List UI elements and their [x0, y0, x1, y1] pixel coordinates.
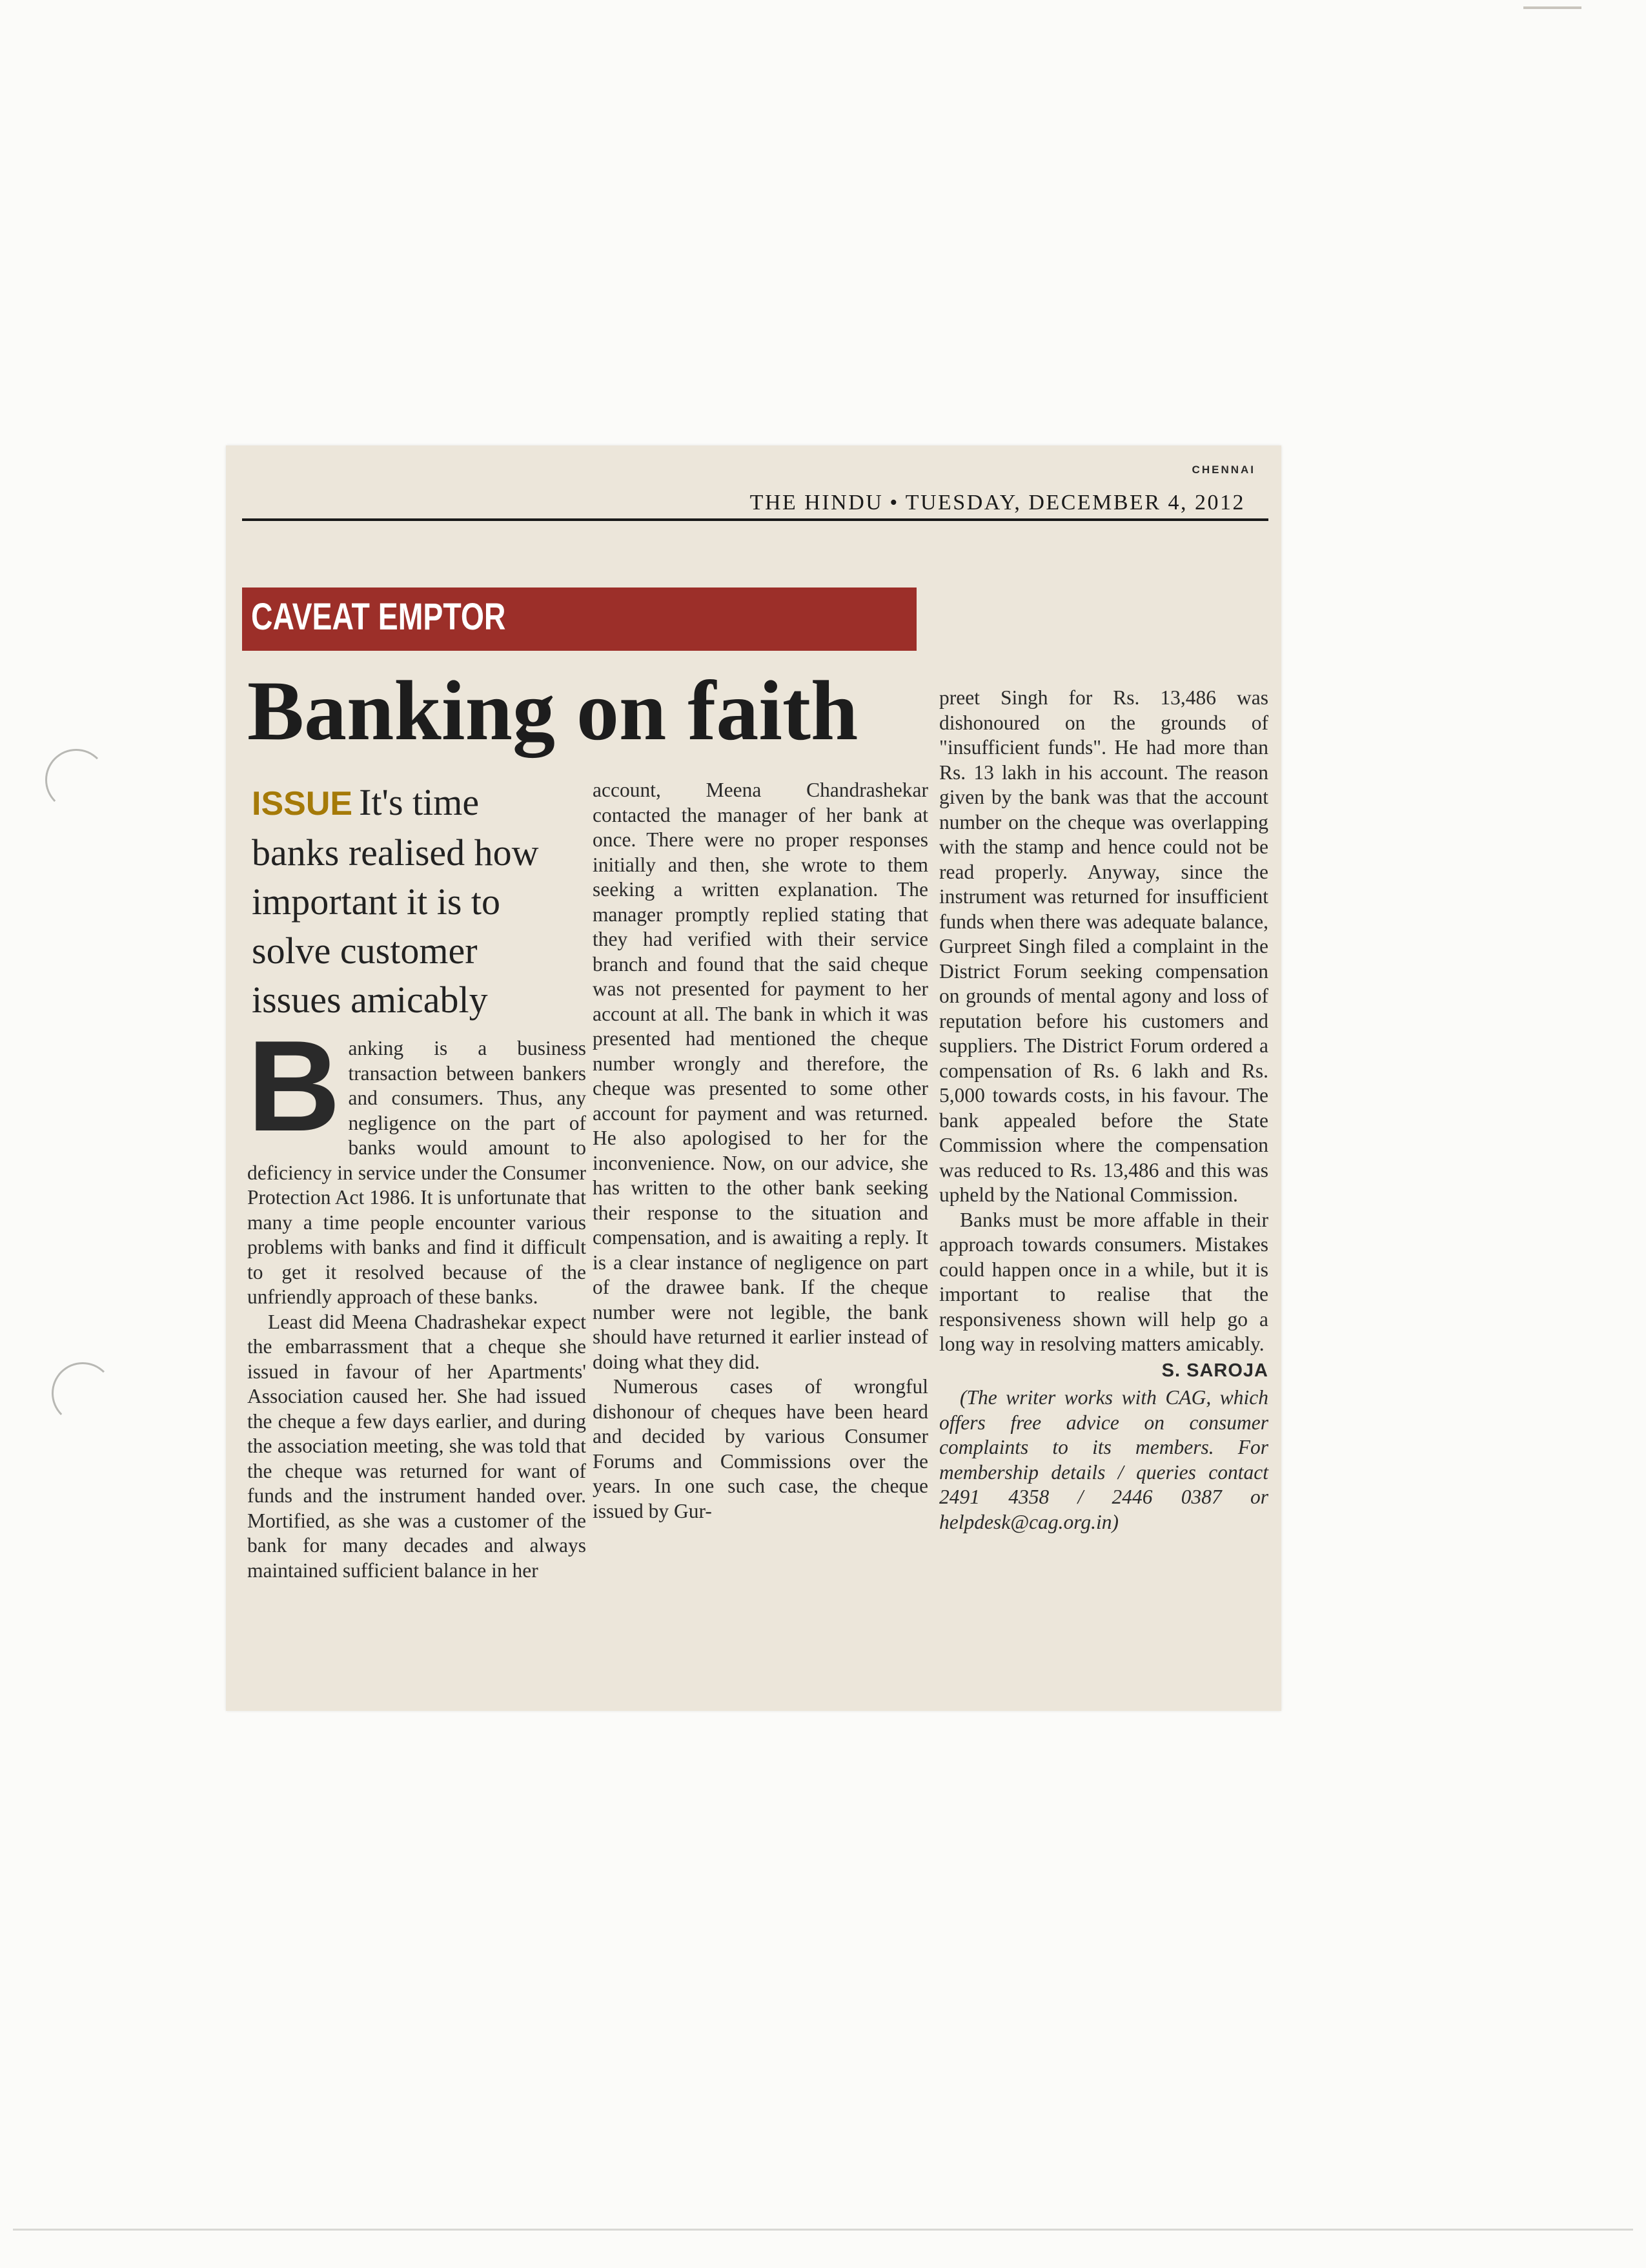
drop-cap: B — [247, 1014, 341, 1158]
scan-bottom-line — [13, 2229, 1633, 2231]
publication-name: THE HINDU — [749, 491, 884, 515]
paragraph: preet Singh for Rs. 13,486 was dishonoured on the grounds of "insufficient funds". He had more than Rs. 13 lakh in his account. The reason given by the bank was that the account number on the cheque was overlapping with the stamp and hence could not be read properly. Anyway, since the instrument was returned for insufficient funds when there was adequate balance, Gurpreet Singh filed a complaint in the District Forum seeking compensation on grounds of mental agony and loss of reputation before his customers and suppliers. The District Forum ordered a compensation of Rs. 6 lakh and Rs. 5,000 towards costs, in his favour. The bank appealed before the State Commission where the compensation was reduced to Rs. 13,486 and this was upheld by the National Commission. — [939, 686, 1268, 1206]
newspaper-clipping — [226, 445, 1281, 1711]
section-title: CAVEAT EMPTOR — [251, 596, 506, 638]
author-note: (The writer works with CAG, which offers free advice on consumer complaints to its members. For membership details / queries contact 2491 4358 / 2446 0387 or helpdesk@cag.org.in) — [939, 1386, 1268, 1533]
article-headline: Banking on faith — [247, 663, 859, 758]
paragraph: account, Meena Chandrashekar contacted the manager of her bank at once. There were no proper responses initially and then, she wrote to them seeking a written explanation. The manager promptly replied stating that they had verified with their service branch and found that the said cheque was not presented for payment to her account at all. The bank in which it was presented had mentioned the cheque number wrongly and therefore, the cheque was presented to some other account for payment and was returned. He also apologised to her for the inconvenience. Now, on our advice, she has written to the other bank seeking their response to the situation and compensation, and is awaiting a reply. It is a clear instance of negligence on part of the drawee bank. If the cheque number were not legible, the bank should have returned it earlier instead of doing what they did. — [593, 779, 928, 1373]
publication-date: TUESDAY, DECEMBER 4, 2012 — [905, 491, 1245, 515]
article-standfirst — [252, 778, 568, 1025]
paragraph: Banks must be more affable in their approach towards consumers. Mistakes could happen once in a while, but it is important to realise that the responsiveness shown will help go a long way in resolving matters amicably. — [939, 1208, 1268, 1355]
punch-hole-mark — [45, 749, 107, 811]
paragraph-text: anking is a business transaction between bankers and consumers. Thus, any negligence on the part of banks would amount to deficiency in service under the Consumer Protection Act 1986. It is unfortunate that many a time people encounter various problems with banks and find it difficult to get it resolved because of the unfriendly approach of these banks. — [247, 1037, 586, 1308]
scan-edge-mark — [1523, 6, 1581, 9]
standfirst-tag: ISSUE — [252, 785, 353, 822]
section-banner — [242, 587, 917, 651]
paragraph — [247, 1014, 586, 1310]
punch-hole-mark — [52, 1362, 114, 1424]
article-column-2 — [593, 778, 928, 1524]
masthead — [750, 491, 1245, 515]
author-byline: S. SAROJA — [1161, 1360, 1268, 1381]
paragraph: Least did Meena Chadrashekar expect the embarrassment that a cheque she issued in favour of her Apartments' Association caused her. She had issued the cheque a few days earlier, and during the association meeting, she was told that the cheque was returned for want of funds and the instrument handed over. Mortified, as she was a customer of the bank for many decades and always maintained sufficient balance in her — [247, 1310, 586, 1582]
article-column-3 — [939, 686, 1268, 1535]
paragraph: Numerous cases of wrongful dishonour of cheques have been heard and decided by various Consumer Forums and Commissions over the years. In one such case, the cheque issued by Gur- — [593, 1375, 928, 1522]
standfirst-text: It's time banks realised how important it is to solve customer issues amicably — [252, 781, 539, 1021]
masthead-separator: • — [889, 491, 899, 515]
masthead-rule — [242, 518, 1268, 521]
article-column-1 — [247, 1014, 586, 1583]
edition-city: CHENNAI — [1192, 464, 1255, 476]
